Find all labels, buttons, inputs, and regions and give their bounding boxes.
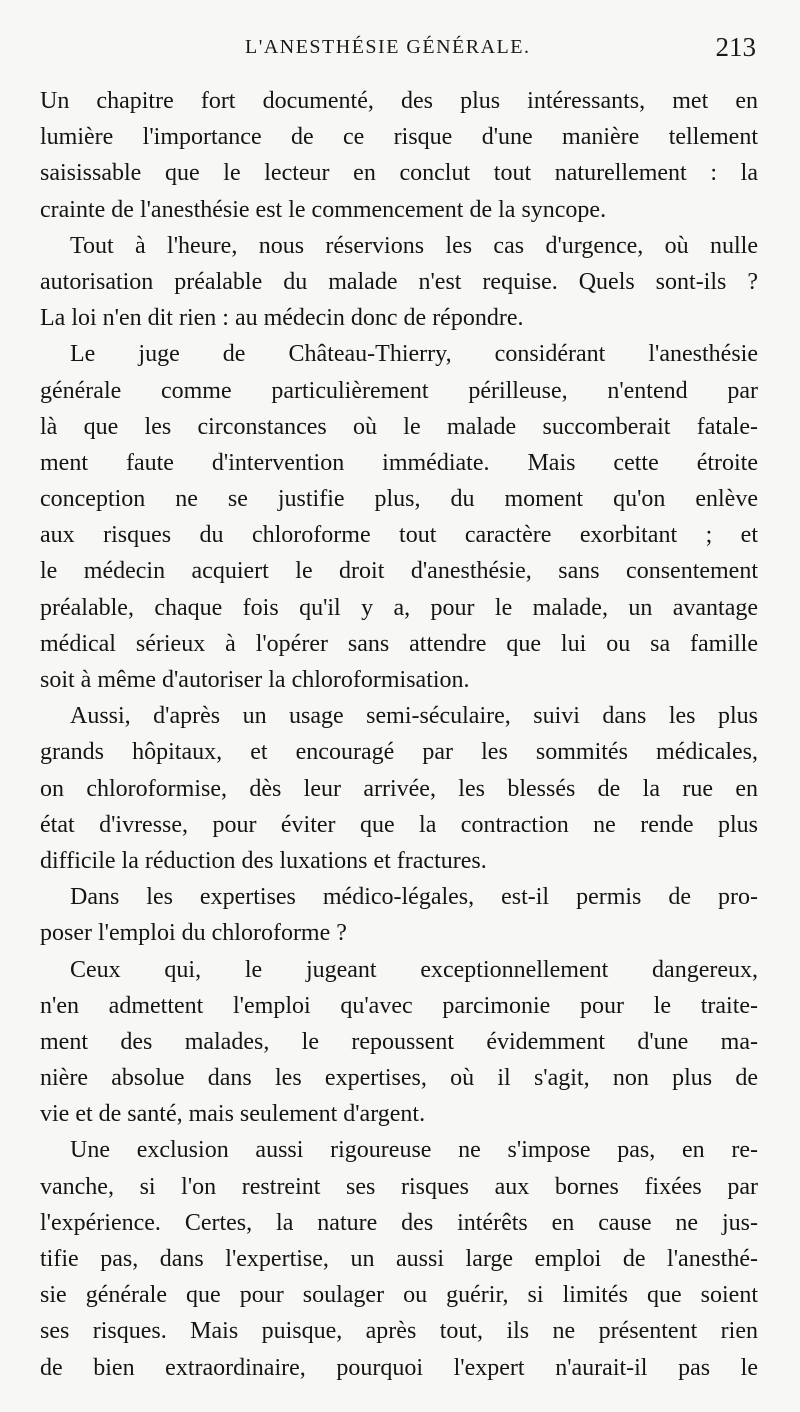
text-line: générale comme particulièrement périlleuse, n'entend par: [40, 377, 758, 404]
text-line: Aussi, d'après un usage semi-séculaire, suivi dans les plus: [70, 703, 758, 730]
text-line: nière absolue dans les expertises, où il s'agit, non plus de: [40, 1065, 758, 1092]
page-number: 213: [715, 32, 756, 62]
text-line: autorisation préalable du malade n'est requise. Quels sont-ils ?: [40, 268, 758, 295]
text-line: de bien extraordinaire, pourquoi l'expert n'aurait-il pas le: [40, 1354, 758, 1381]
text-line: Tout à l'heure, nous réservions les cas d'urgence, où nulle: [70, 232, 758, 259]
text-line: soit à même d'autoriser la chloroformisation.: [40, 667, 470, 693]
text-line: Dans les expertises médico-légales, est-il permis de pro-: [70, 884, 758, 911]
text-line: aux risques du chloroforme tout caractère exorbitant ; et: [40, 522, 758, 549]
text-line: là que les circonstances où le malade succomberait fatale-: [40, 413, 758, 440]
text-line: Le juge de Château-Thierry, considérant l'anesthésie: [70, 341, 758, 368]
text-line: ment des malades, le repoussent évidemment d'une ma-: [40, 1028, 758, 1055]
text-line: difficile la réduction des luxations et fractures.: [40, 847, 487, 874]
running-title: L'ANESTHÉSIE GÉNÉRALE.: [245, 36, 531, 58]
text-line: Une exclusion aussi rigoureuse ne s'impose pas, en re-: [70, 1137, 758, 1164]
text-line: vanche, si l'on restreint ses risques aux bornes fixées par: [40, 1173, 758, 1200]
text-line: grands hôpitaux, et encouragé par les sommités médicales,: [40, 739, 758, 766]
text-line: l'expérience. Certes, la nature des intérêts en cause ne jus-: [40, 1209, 758, 1236]
text-line: conception ne se justifie plus, du moment qu'on enlève: [40, 486, 758, 513]
text-line: sie générale que pour soulager ou guérir, si limités que soient: [40, 1282, 758, 1309]
text-line: on chloroformise, dès leur arrivée, les blessés de la rue en: [40, 775, 758, 802]
text-line: saisissable que le lecteur en conclut tout naturellement : la: [40, 160, 758, 187]
text-line: préalable, chaque fois qu'il y a, pour le malade, un avantage: [40, 594, 758, 621]
text-line: Ceux qui, le jugeant exceptionnellement dangereux,: [70, 956, 758, 983]
running-head: [40, 34, 758, 64]
body-text: [40, 83, 758, 1386]
text-line: état d'ivresse, pour éviter que la contraction ne rende plus: [40, 811, 758, 838]
text-line: poser l'emploi du chloroforme ?: [40, 920, 347, 947]
text-line: La loi n'en dit rien : au médecin donc de répondre.: [40, 305, 524, 332]
text-line: vie et de santé, mais seulement d'argent.: [40, 1101, 426, 1128]
text-line: tifie pas, dans l'expertise, un aussi large emploi de l'anesthé-: [40, 1246, 758, 1272]
text-line: Un chapitre fort documenté, des plus intéressants, met en: [40, 88, 758, 114]
text-line: le médecin acquiert le droit d'anesthésie, sans consentement: [40, 558, 758, 585]
text-line: médical sérieux à l'opérer sans attendre que lui ou sa famille: [40, 630, 758, 657]
text-line: ses risques. Mais puisque, après tout, ils ne présentent rien: [40, 1318, 758, 1345]
text-line: n'en admettent l'emploi qu'avec parcimonie pour le traite-: [40, 992, 758, 1019]
text-line: lumière l'importance de ce risque d'une manière tellement: [40, 124, 758, 151]
text-line: ment faute d'intervention immédiate. Mais cette étroite: [40, 449, 758, 476]
text-line: crainte de l'anesthésie est le commencement de la syncope.: [40, 196, 607, 223]
